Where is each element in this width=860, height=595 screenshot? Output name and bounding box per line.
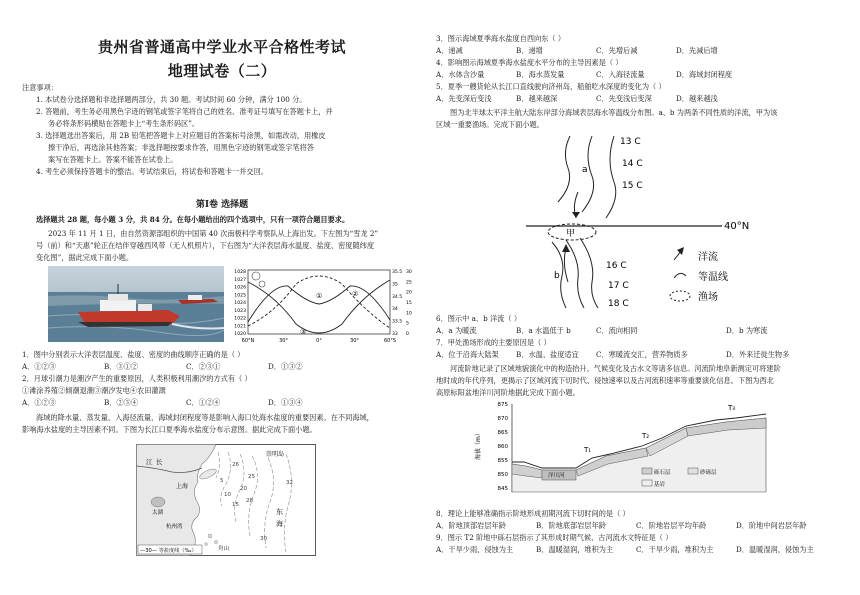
elevation-tick-6: 845 [497, 486, 508, 492]
q1-option-a[interactable]: A．①②③ [22, 362, 56, 371]
passage2-line2: 影响海水盐度的主导因素不同。下图为长江口夏季海水盐度分布示意图。据此完成下面小题。 [22, 425, 317, 434]
isotherm-17: 17 C [608, 281, 629, 291]
density-tick-1: 1027 [234, 277, 246, 283]
q5-option-c[interactable]: C．先变浅后变深 [596, 94, 652, 103]
elevation-ticks [498, 402, 509, 492]
elevation-tick-0: 875 [497, 402, 508, 408]
q9-option-a[interactable]: A．干旱少雨，侵蚀为主 [436, 545, 514, 554]
passage3-line2: 区域一重要渔场。完成下面小题。 [436, 120, 544, 129]
density-tick-8: 1020 [234, 332, 246, 337]
terrace-river-label: 洋川河 [548, 473, 565, 479]
temperature-tick-3: 15 [406, 301, 412, 306]
latitude-tick-3: 30° [350, 338, 359, 344]
legend-current: 洋流 [698, 252, 718, 263]
q3-option-a[interactable]: A．递减 [436, 46, 463, 55]
q7-option-b[interactable]: B．水温、盐度适宜 [516, 350, 579, 359]
q4-option-b[interactable]: B．海水蒸发量 [516, 70, 565, 79]
q2-items: ①滩涂养殖②倾潮退潮③潮汐发电④农田灌溉 [22, 386, 166, 395]
q1-option-b[interactable]: B．③①② [104, 362, 139, 371]
legend-fishery: 渔场 [698, 292, 718, 303]
q2-option-d[interactable]: D．①③④ [268, 398, 303, 407]
q3-option-c[interactable]: C．先增后减 [596, 46, 638, 55]
salinity-tick-4: 33.5 [392, 319, 403, 325]
latitude-tick-0: 60°N [241, 338, 255, 344]
q5-options [436, 93, 756, 105]
q4-option-a[interactable]: A．水体含沙量 [436, 70, 485, 79]
legend-isotherm: 等温线 [698, 272, 728, 283]
note-4: 4. 考生必须保持答题卡的整洁。考试结束后，将试卷和答题卡一并交回。 [36, 167, 268, 176]
temperature-ticks [406, 269, 412, 337]
q7-option-a[interactable]: A．位于沿海大陆架 [436, 350, 499, 359]
current-a-label: a [582, 165, 588, 175]
latitude-tick-4: 60°S [383, 338, 397, 344]
passage3-line1: 图为北半球太平洋主航大陆东岸部分海域表层海水等温线分布图。a、b 为两条不同性质的洋流，甲为该 [450, 108, 778, 117]
isoline-32: 32 [286, 480, 293, 486]
q1-options [22, 361, 350, 373]
curve-label-3: ③ [300, 328, 307, 336]
terrace-ylabel: 海拔（m） [475, 430, 482, 460]
q4-option-c[interactable]: C．入海径流量 [596, 70, 645, 79]
q7-stem: 7．甲处渔场形成的主要原因是（ ） [436, 338, 551, 347]
q1-option-c[interactable]: C．②③① [186, 362, 221, 371]
passage2-line1: 海域的降水量、蒸发量、入海径流量、海域封闭程度等是影响入海口处海水盐度的重要因素。在不同海域， [36, 413, 374, 422]
salinity-tick-3: 34 [392, 307, 398, 313]
q4-option-d[interactable]: D．海域封闭程度 [676, 70, 733, 79]
temperature-tick-0: 30 [406, 270, 412, 275]
elevation-tick-3: 860 [497, 444, 508, 450]
elevation-tick-1: 870 [497, 416, 508, 422]
q5-option-d[interactable]: D．越来越浅 [676, 94, 718, 103]
q8-option-b[interactable]: B．阶地底部岩层年龄 [536, 521, 606, 530]
q3-stem: 3．图示海域夏季海水盐度自西向东（ ） [436, 34, 566, 43]
temperature-tick-5: 5 [406, 321, 409, 327]
curve-label-1: ① [316, 292, 323, 300]
isotherm-14: 14 C [622, 159, 643, 169]
q6-option-a[interactable]: A．a 为暖流 [436, 326, 477, 335]
latitude-ticks [242, 338, 396, 344]
isotherm-18: 18 C [608, 299, 629, 308]
latitude-label: 40°N [724, 221, 750, 232]
salinity-tick-1: 35 [392, 282, 398, 288]
salinity-tick-5: 33 [392, 332, 398, 337]
ocean-property-chart [226, 264, 416, 348]
fishery-label: 甲 [566, 229, 576, 239]
map1-label-zhoushan: 舟山 [218, 546, 230, 552]
q6-option-d[interactable]: D．b 为寒流 [726, 326, 768, 335]
passage1-line3: 变化图”，据此完成下面小题。 [36, 253, 134, 262]
curve-density [248, 280, 390, 333]
isoline-5: 5 [220, 478, 224, 484]
elevation-tick-2: 865 [497, 430, 508, 436]
note-2a: 2. 答题前，考生务必用黑色字迹的钢笔或签字笔将自己的姓名、准考证号填写在答题卡上，并 [36, 107, 333, 116]
q9-option-b[interactable]: B．温暖湿润，堆积为主 [536, 545, 614, 554]
isoline-25: 25 [248, 474, 255, 480]
q5-stem: 5．夏季一艘货轮从长江口直线驶向济州岛，船舶吃水深度的变化为（ ） [436, 82, 666, 91]
q8-stem: 8．理论上能够准确指示阶地形成初期河流下切时间的是（ ） [436, 509, 630, 518]
latitude-tick-1: 30° [279, 338, 288, 344]
q9-option-c[interactable]: C．干旱少雨，堆积为主 [636, 545, 714, 554]
density-tick-3: 1025 [234, 293, 246, 299]
q2-options [22, 397, 350, 409]
curve-temperature [248, 276, 390, 328]
map1-label-chang: 长 [156, 458, 163, 466]
section-title: 第Ⅰ卷 选择题 [195, 200, 249, 210]
passage4-line3: 高原标阳盆地洋川河阶地据此完成下面小题。 [436, 388, 580, 397]
map1-label-dong: 东 [276, 508, 283, 516]
elevation-tick-4: 855 [497, 458, 508, 464]
left-column [22, 0, 422, 595]
map1-label-hangzhou-bay: 杭州湾 [166, 524, 183, 530]
q3-option-d[interactable]: D．先减后增 [676, 46, 718, 55]
exam-subtitle: 地理试卷（二） [167, 62, 277, 80]
q7-options [436, 349, 826, 361]
q1-option-d[interactable]: D．①③② [268, 362, 303, 371]
temperature-tick-1: 25 [406, 280, 412, 286]
q4-stem: 4．影响图示海域夏季海水盐度水平分布的主导因素是（ ） [436, 58, 623, 67]
isoline-15: 15 [232, 502, 239, 508]
q5-option-b[interactable]: B．越来越深 [516, 94, 558, 103]
density-tick-4: 1024 [234, 301, 246, 306]
note-1: 1. 本试卷分选择题和非选择题两部分，共 30 题。考试时间 60 分钟，满分 100 分。 [36, 95, 307, 104]
terrace-legend-sand: 砂砾层 [700, 470, 717, 476]
density-ticks [234, 269, 246, 337]
q6-option-b[interactable]: B．a 水温低于 b [516, 326, 571, 335]
q6-options [436, 325, 806, 337]
passage4-line1: 河流阶地记录了区域地貌演化中的构造抬升、气候变化及古水文等诸多信息。河流阶地阜新测定可将建阶 [450, 364, 781, 373]
curve-label-2: ② [352, 290, 359, 298]
density-tick-2: 1026 [234, 285, 246, 291]
terrace-legend-bedrock: 基岩 [654, 482, 666, 488]
q7-option-d[interactable]: D．外来迁徙生物多 [726, 350, 790, 359]
q6-option-c[interactable]: C．流向相同 [596, 326, 638, 335]
density-tick-7: 1021 [234, 324, 246, 330]
terrace-label-t2: T₂ [642, 432, 650, 440]
isoline-10: 10 [224, 492, 231, 498]
isotherm-13: 13 C [620, 137, 641, 147]
q8-option-d[interactable]: D．阶地中间岩层年龄 [736, 521, 807, 530]
map1-label-shanghai: 上海 [176, 483, 189, 490]
passage4-line2: 地时成的年代序列，更揭示了区域河流下切时代、侵蚀速率以及古河流积速率等重要演化信息。下图为西北 [436, 376, 774, 385]
map1-legend: —30— 等盐度线（‰） [140, 548, 197, 554]
river-terrace-chart [466, 400, 772, 502]
q6-stem: 6．图示中 a、b 洋流（ ） [436, 314, 522, 323]
terrace-label-t1: T₁ [584, 446, 592, 454]
note-3b: 擦干净后，再选涂其他答案；非选择题按要求作答，用黑色字迹的钢笔或签字笔将答 [48, 143, 314, 152]
isoline-20: 20 [240, 486, 247, 492]
isoline-28: 28 [246, 498, 253, 504]
salinity-tick-0: 35.5 [392, 270, 403, 275]
q3-options [436, 45, 756, 57]
salinity-map [136, 444, 316, 556]
icebreaker-photo [48, 266, 224, 342]
map1-label-jiang: 江 [146, 458, 153, 466]
right-column [436, 0, 846, 595]
density-tick-5: 1023 [234, 308, 246, 314]
note-3c: 案写在答题卡上。答案不能答在试卷上。 [48, 155, 178, 164]
q3-option-b[interactable]: B．递增 [516, 46, 543, 55]
q1-stem: 1．图中分别表示大洋表层温度、盐度、密度的曲线顺序正确的是（ ） [22, 350, 245, 359]
q9-options [436, 544, 836, 556]
latitude-tick-2: 0° [316, 338, 322, 344]
elevation-tick-5: 850 [497, 472, 508, 478]
section-intro: 选择题共 28 题，每小题 3 分，共 84 分。在每小题给出的四个选项中，只有一项符合题目要求。 [36, 215, 350, 224]
q2-option-b[interactable]: B．②③④ [104, 398, 139, 407]
salinity-tick-2: 34.5 [392, 294, 403, 300]
terrace-label-t3: T₃ [728, 404, 736, 412]
q4-options [436, 69, 766, 81]
notes-heading: 注意事项： [22, 83, 58, 92]
temperature-tick-4: 10 [406, 311, 412, 317]
q9-stem: 9．图示 T2 阶地中砾石层指示了其形成时期气候、古河流水文特征是（ ） [436, 533, 673, 542]
q2-option-c[interactable]: C．①②④ [186, 398, 221, 407]
ocean-current-map [522, 132, 758, 308]
map1-label-taihu: 太湖 [152, 510, 164, 516]
q2-option-a[interactable]: A．①②③ [22, 398, 56, 407]
q5-option-a[interactable]: A．先变深后变浅 [436, 94, 492, 103]
isoline-30: 30 [260, 536, 267, 542]
passage1-line1: 2023 年 11 月 1 日，由自然资源部组织的中国第 40 次南极科学考察队从上海出发。下左图为“雪龙 2” [48, 229, 379, 238]
density-tick-6: 1022 [234, 316, 246, 322]
salinity-ticks [392, 269, 402, 337]
q2-stem: 2．月球引潮力是潮汐产生的重要原因，人类积极利用潮汐的方式有（ ） [22, 374, 252, 383]
q8-option-a[interactable]: A．阶地顶部岩层年龄 [436, 521, 506, 530]
exam-title: 贵州省普通高中学业水平合格性考试 [97, 38, 346, 56]
q7-option-c[interactable]: C．寒暖流交汇，营养物质多 [596, 350, 688, 359]
map1-label-hai: 海 [276, 520, 283, 528]
isotherm-16: 16 C [606, 261, 627, 271]
temperature-tick-6: 0 [406, 332, 409, 337]
passage1-line2: 号（前）和“天惠”轮正在结伴穿越西风带（无人机照片），下右图为“大洋表层海水温度、盐度、密度随纬度 [36, 241, 375, 250]
density-tick-0: 1028 [234, 270, 246, 275]
isoline-26: 26 [232, 462, 239, 468]
note-3a: 3. 选择题选出答案后，用 2B 铅笔把答题卡上对应题目的答案标号涂黑，如需改动，用橡皮 [36, 131, 326, 140]
map1-label-chongming: 崇明岛 [266, 451, 285, 458]
terrace-legend-gravel: 砾石层 [654, 470, 671, 476]
isotherm-15: 15 C [622, 181, 643, 191]
q8-option-c[interactable]: C．阶地岩层平均年龄 [636, 521, 707, 530]
temperature-tick-2: 20 [406, 290, 412, 296]
current-b-label: b [554, 271, 560, 281]
q8-options [436, 520, 836, 532]
note-2b: 务必将条形码横贴在答题卡上“考生条形码区”。 [48, 119, 200, 128]
q9-option-d[interactable]: D．温暖湿润，侵蚀为主 [736, 545, 814, 554]
